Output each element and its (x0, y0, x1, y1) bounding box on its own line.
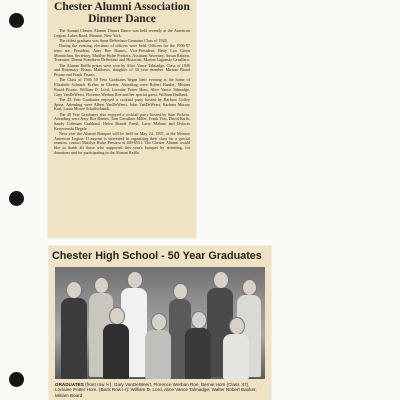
binder-hole-bottom (9, 372, 24, 387)
binder-hole-top (9, 13, 24, 28)
caption-label: GRADUATES (55, 382, 84, 387)
article-paragraph: The Annual Chester Alumni Dinner Dance was held recently at the American Legion, Lakes Road, Monroe, New York. (54, 28, 190, 38)
photo-article-headline: Chester High School - 50 Year Graduates (52, 250, 262, 262)
binder-hole-middle (9, 191, 24, 206)
article-paragraph: The Class of 1946 50 Year Graduates began their evening at the home of Elizabeth Schnack Kreher in Chester. Attending were Robert Banker, Miriam Board Pisano, William D. Lord, Lorraine Potter Hom, Alice Vance Talmadge, Gary VanDeWeert, Florence Werban Roe and her special guest, William Dudland. (54, 77, 190, 97)
caption-text: (front row l-r): Gary VanDeWeert, Florence Werban Roe, Bernie Hom (Class '47), Lorraine Potter Hom. (Back Row l-r): William D. Lord, Alice Vance Talmadge, Walter Robert Banker, Miriam Board (55, 382, 257, 398)
photo-caption (55, 382, 265, 398)
person-figure (61, 281, 87, 379)
article-paragraph: During the evening, elections of officers were held. Officers for the 1996-97 term are, President, Amy Roe Barnes, Vice-President, Betty Lou Green Monnichan, Secretary, Marilyn Hulse Prestera, Assistant Secretary, Susan Raborn, Treasurer, Donna Scandurra DeStefano and Historian, Marion Lagunski Cavallaro. (54, 43, 190, 63)
article-paragraph: The 45 Year Graduates enjoyed a cocktail party hosted by Barbara Coffey Spina. Attending were Albert VanDeWeert, John VanDeWeert, Barbara Murray Karl, Laura Moore Schaffschmidt. (54, 96, 190, 112)
person-figure (223, 317, 249, 379)
person-figure (185, 311, 211, 379)
newspaper-clipping-dinner-dance (48, 0, 196, 238)
article-paragraph: The 40 Year Graduates also enjoyed a cocktail party hosted by Sam Fickera. Attending were Amy Roe Barnes, Tom Cavallaro Miller, Frank Yost, David Barth, Sandy Coleman Cashbard, Helen Brandt Panul, Larry Malone and Dolores Krzywonski Degele. (54, 111, 190, 131)
article-headline: Chester Alumni Association Dinner Dance (54, 1, 190, 25)
article-body (54, 29, 190, 155)
article-paragraph: Next year the Alumni Banquet will be held on May 24, 1997, at the Monroe American Legion. If anyone is interested in organizing their class for a special reunion, contact Marilyn Hulse Prestera at 469-6551. The Chester Alumni would like to thank all those who supported this year's banquet by attending, for donations and for participating in the Alumni Raffle. (54, 130, 190, 155)
article-paragraph: The Alumni Raffle prizes were won by Alice Vance Talmadge, Class of 1946 and Rosemary Pisano Matthews, daughter of 50 year member Miriam Board Pisano and Frank Pisano. (54, 62, 190, 78)
person-figure (103, 307, 129, 379)
person-figure (145, 313, 171, 379)
article-paragraph: The oldest graduate was Anna DeStefano Cimmino Class of 1928. (59, 38, 168, 43)
newspaper-clipping-50-year-graduates (49, 246, 271, 400)
group-photo (55, 267, 265, 379)
